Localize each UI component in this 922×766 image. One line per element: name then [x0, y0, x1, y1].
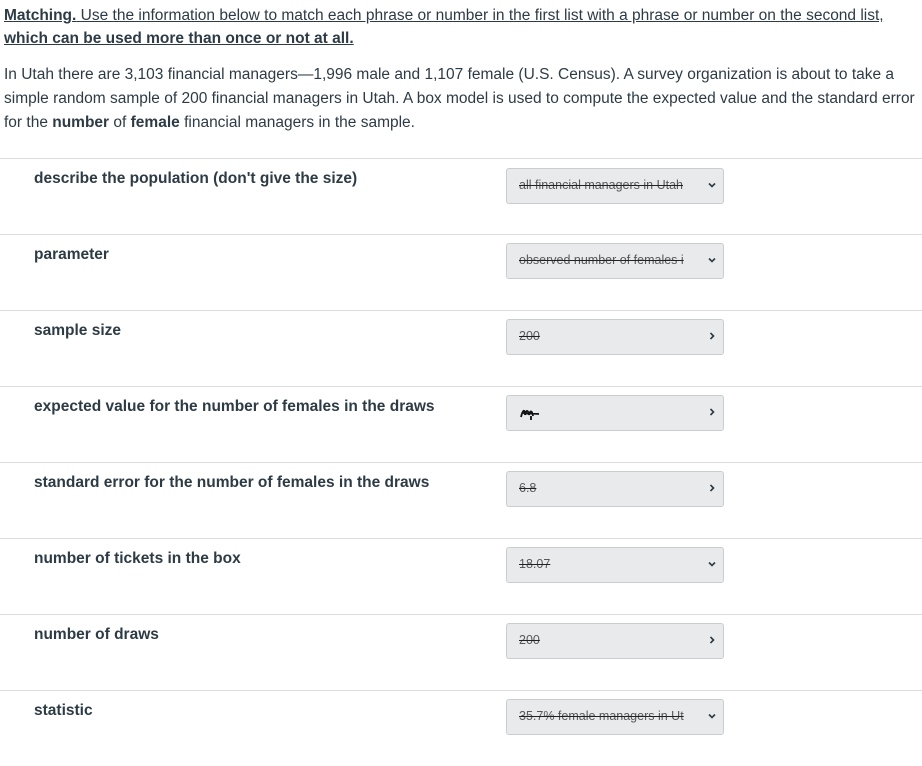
- instructions-lead: Matching.: [4, 7, 77, 24]
- answer-select[interactable]: [506, 168, 724, 204]
- matching-prompt: describe the population (don't give the size): [34, 170, 358, 187]
- matching-row: [0, 158, 922, 234]
- answer-select[interactable]: [506, 699, 724, 735]
- selected-answer: 6.8: [519, 481, 537, 495]
- matching-row: [0, 310, 922, 386]
- matching-prompt: number of draws: [34, 626, 159, 643]
- instructions: [4, 4, 916, 50]
- instructions-text: Use the information below to match each phrase or number in the first list with a phrase or number on the second list,: [76, 7, 884, 24]
- matching-row: [0, 690, 922, 766]
- chevron-down-icon: [708, 712, 716, 720]
- selected-answer: 200: [519, 329, 540, 343]
- selected-answer: all financial managers in Utah: [519, 178, 683, 192]
- chevron-down-icon: [708, 636, 716, 644]
- matching-row: [0, 462, 922, 538]
- matching-prompt: sample size: [34, 322, 122, 339]
- selected-answer: observed number of females i: [519, 253, 684, 267]
- answer-select[interactable]: [506, 243, 724, 279]
- answer-select[interactable]: [506, 547, 724, 583]
- answer-select[interactable]: [506, 319, 724, 355]
- matching-row: [0, 614, 922, 690]
- matching-prompt: parameter: [34, 246, 109, 263]
- instructions-text-bold: which can be used more than once or not at all.: [4, 30, 354, 47]
- scenario-paragraph: In Utah there are 3,103 financial managers—1,996 male and 1,107 female (U.S. Census). A survey organization is about to take a simple random sample of 200 financial managers in Utah. A box model is used to compute the expected value and the standard error for the number of female financial managers in the sample.: [4, 66, 915, 131]
- selected-answer: 35.7% female managers in Ut: [519, 709, 684, 723]
- selected-answer: 18.07: [519, 557, 551, 571]
- matching-prompt: standard error for the number of females in the draws: [34, 474, 430, 491]
- matching-row: [0, 538, 922, 614]
- chevron-down-icon: [708, 256, 716, 264]
- selected-answer: 200: [519, 633, 540, 647]
- chevron-down-icon: [708, 484, 716, 492]
- matching-row: [0, 386, 922, 462]
- answer-select[interactable]: [506, 471, 724, 507]
- matching-prompt: expected value for the number of females in the draws: [34, 398, 435, 415]
- matching-prompt: number of tickets in the box: [34, 550, 241, 567]
- scribble-mark: [519, 407, 541, 421]
- chevron-down-icon: [708, 332, 716, 340]
- matching-list: [0, 158, 922, 766]
- matching-row: [0, 234, 922, 310]
- chevron-down-icon: [708, 408, 716, 416]
- chevron-down-icon: [708, 560, 716, 568]
- answer-select[interactable]: [506, 395, 724, 431]
- matching-prompt: statistic: [34, 702, 93, 719]
- answer-select[interactable]: [506, 623, 724, 659]
- chevron-down-icon: [708, 181, 716, 189]
